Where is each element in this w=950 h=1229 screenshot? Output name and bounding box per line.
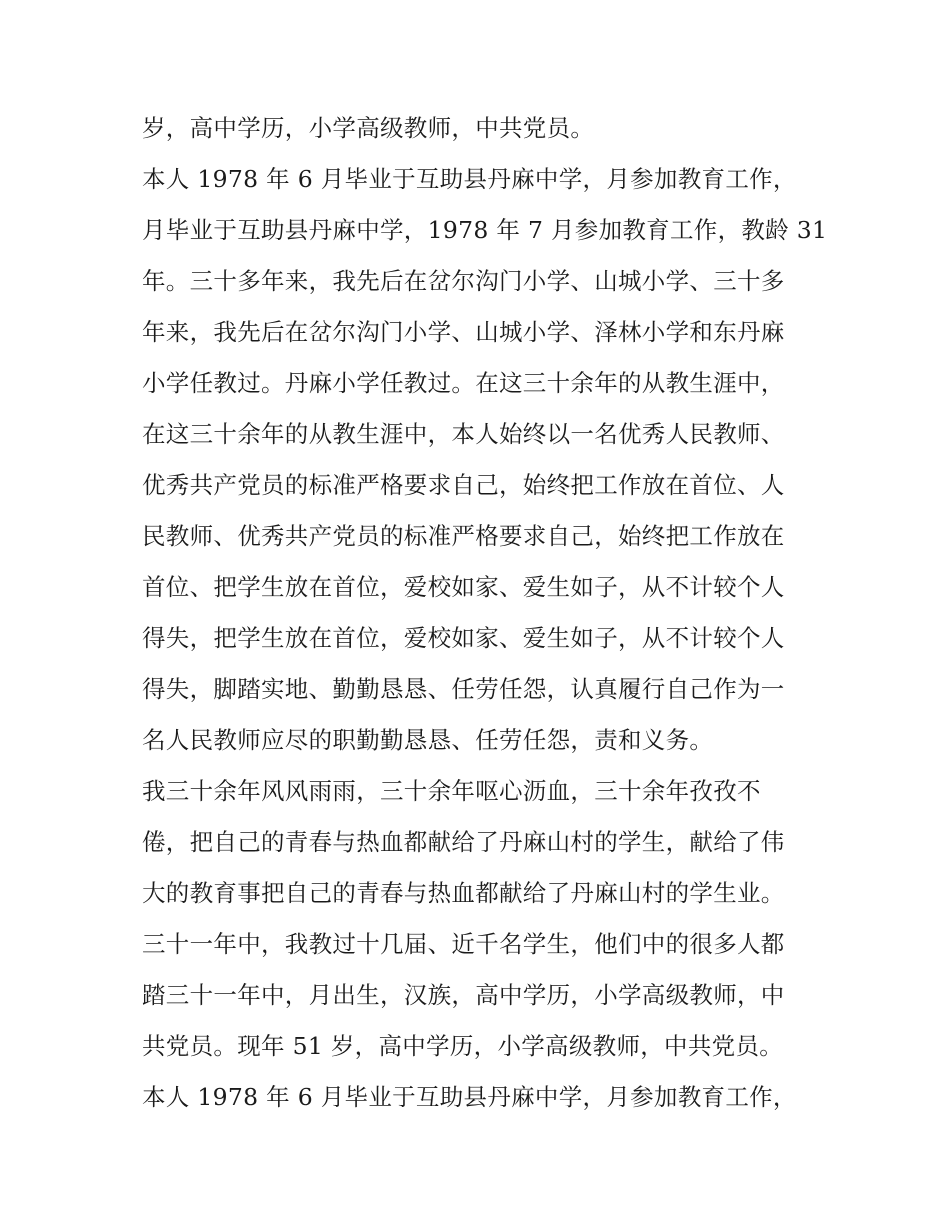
text-line: 年。三十多年来，我先后在岔尔沟门小学、山城小学、三十多 [142, 267, 785, 295]
text-line: 共党员。现年 51 岁，高中学历，小学高级教师，中共党员。 [142, 1032, 784, 1060]
text-line: 三十一年中，我教过十几届、近千名学生，他们中的很多人都 [142, 930, 785, 958]
body-text [142, 103, 828, 1123]
text-line: 大的教育事把自己的青春与热血都献给了丹麻山村的学生业。 [142, 879, 785, 907]
text-line: 优秀共产党员的标准严格要求自己，始终把工作放在首位、人 [142, 471, 785, 499]
text-line: 得失，脚踏实地、勤勤恳恳、任劳任怨，认真履行自己作为一 [142, 675, 785, 703]
text-line: 年来，我先后在岔尔沟门小学、山城小学、泽林小学和东丹麻 [142, 318, 785, 346]
text-line: 名人民教师应尽的职勤勤恳恳、任劳任怨，责和义务。 [142, 726, 714, 754]
text-line: 岁，高中学历，小学高级教师，中共党员。 [142, 114, 595, 142]
text-line: 本人 1978 年 6 月毕业于互助县丹麻中学，月参加教育工作， [142, 1083, 797, 1111]
text-line: 月毕业于互助县丹麻中学，1978 年 7 月参加教育工作，教龄 31 [142, 216, 828, 244]
text-line: 小学任教过。丹麻小学任教过。在这三十余年的从教生涯中， [142, 369, 785, 397]
text-line: 在这三十余年的从教生涯中，本人始终以一名优秀人民教师、 [142, 420, 785, 448]
text-line: 踏三十一年中，月出生，汉族，高中学历，小学高级教师，中 [142, 981, 785, 1009]
text-line: 得失，把学生放在首位，爱校如家、爱生如子，从不计较个人 [142, 624, 785, 652]
text-line: 首位、把学生放在首位，爱校如家、爱生如子，从不计较个人 [142, 573, 785, 601]
text-line: 我三十余年风风雨雨，三十余年呕心沥血，三十余年孜孜不 [142, 777, 761, 805]
text-line: 倦，把自己的青春与热血都献给了丹麻山村的学生，献给了伟 [142, 828, 785, 856]
text-line: 民教师、优秀共产党员的标准严格要求自己，始终把工作放在 [142, 522, 785, 550]
text-line: 本人 1978 年 6 月毕业于互助县丹麻中学，月参加教育工作， [142, 165, 797, 193]
